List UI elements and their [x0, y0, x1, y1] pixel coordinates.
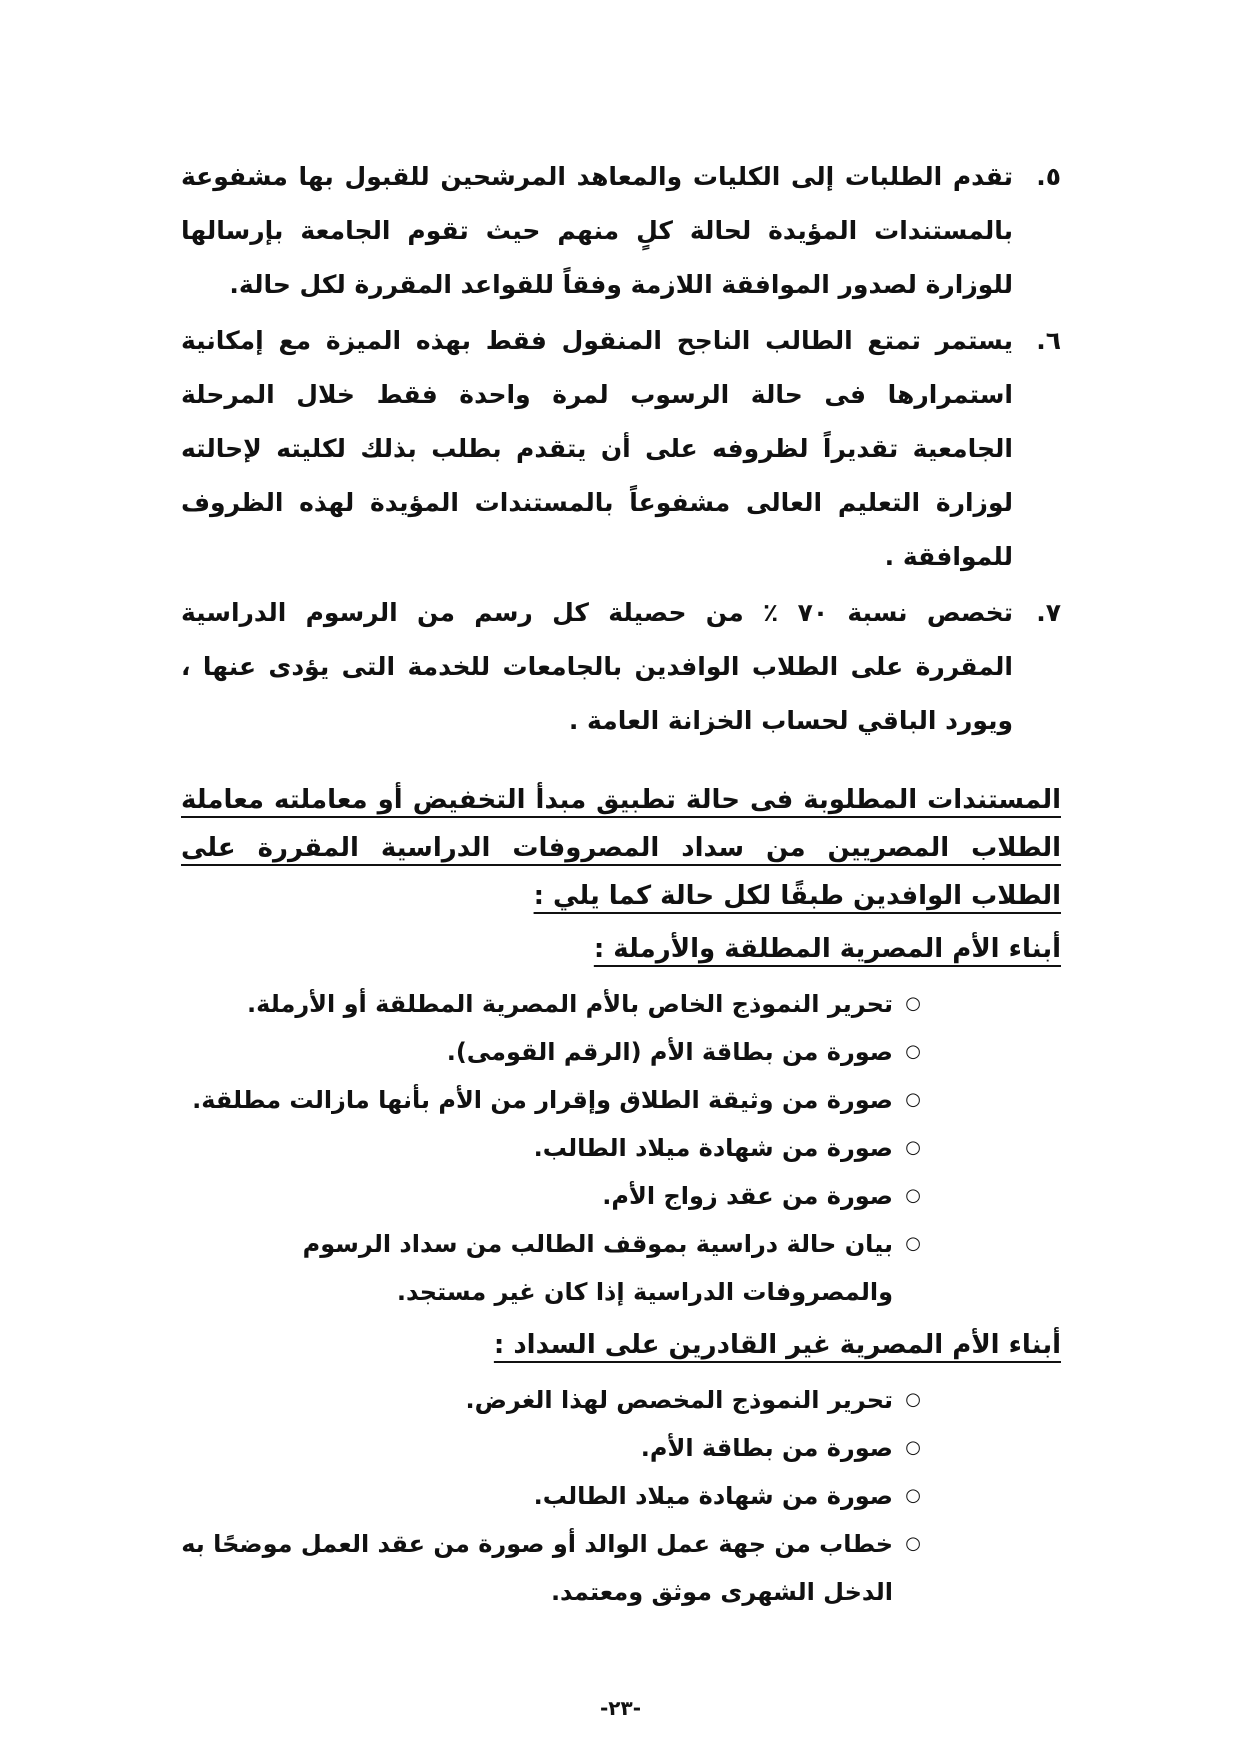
- list-item: [181, 1424, 1061, 1472]
- item-text: خطاب من جهة عمل الوالد أو صورة من عقد العمل موضحًا به الدخل الشهرى موثق ومعتمد.: [181, 1530, 893, 1606]
- list-item: [181, 1172, 1061, 1220]
- item-text: بيان حالة دراسية بموقف الطالب من سداد الرسوم والمصروفات الدراسية إذا كان غير مستجد.: [302, 1230, 893, 1306]
- list-item: [181, 980, 1061, 1028]
- bullet-circle-icon: ○: [905, 1137, 921, 1158]
- bullet-circle-icon: ○: [905, 1533, 921, 1554]
- bullet-circle-icon: ○: [905, 1185, 921, 1206]
- bullet-circle-icon: ○: [905, 1437, 921, 1458]
- item-text: تحرير النموذج المخصص لهذا الغرض.: [465, 1386, 893, 1414]
- list-item: [181, 1472, 1061, 1520]
- item-text: صورة من بطاقة الأم (الرقم القومى).: [446, 1038, 893, 1066]
- item-text: صورة من عقد زواج الأم.: [602, 1182, 893, 1210]
- item-number: ٥.: [1036, 162, 1061, 191]
- bullet-circle-icon: ○: [905, 1485, 921, 1506]
- section-title-text: المستندات المطلوبة فى حالة تطبيق مبدأ التخفيض أو معاملته معاملة الطلاب المصريين من سداد المصروفات الدراسية المقررة على الطلاب الوافدين طبقًا لكل حالة كما يلي :: [181, 785, 1061, 911]
- item-text: تخصص نسبة ٧٠ ٪ من حصيلة كل رسم من الرسوم الدراسية المقررة على الطلاب الوافدين بالجامعات للخدمة التى يؤدى عنها ، ويورد الباقي لحساب الخزانة العامة .: [181, 598, 1014, 735]
- bullet-circle-icon: ○: [905, 1233, 921, 1254]
- list-item: [181, 586, 1061, 748]
- bullet-circle-icon: ○: [905, 1389, 921, 1410]
- item-text: صورة من شهادة ميلاد الطالب.: [533, 1134, 893, 1162]
- group-title-divorced-widowed: [181, 924, 1061, 974]
- page-number: -٢٣-: [599, 1696, 642, 1720]
- list-item: [181, 1220, 1061, 1316]
- list-item: [181, 1076, 1061, 1124]
- item-text: تحرير النموذج الخاص بالأم المصرية المطلقة أو الأرملة.: [247, 990, 893, 1018]
- document-page: [181, 150, 1061, 1616]
- list-item: [181, 1028, 1061, 1076]
- group1-bullet-list: [181, 980, 1061, 1316]
- item-text: يستمر تمتع الطالب الناجح المنقول فقط بهذه الميزة مع إمكانية استمرارها فى حالة الرسوب لمرة واحدة فقط خلال المرحلة الجامعية تقديراً لظروفه على أن يتقدم بطلب بذلك لكليته لإحالته لوزارة التعليم العالى مشفوعاً بالمستندات المؤيدة لهذه الظروف للموافقة .: [181, 326, 1013, 571]
- item-text: صورة من وثيقة الطلاق وإقرار من الأم بأنها مازالت مطلقة.: [192, 1086, 893, 1114]
- item-number: ٦.: [1036, 326, 1061, 355]
- group-title-text: أبناء الأم المصرية المطلقة والأرملة :: [593, 934, 1061, 964]
- bullet-circle-icon: ○: [905, 1041, 921, 1062]
- section-title: [181, 776, 1061, 920]
- bullet-circle-icon: ○: [905, 993, 921, 1014]
- item-number: ٧.: [1036, 598, 1061, 627]
- item-text: صورة من بطاقة الأم.: [640, 1434, 893, 1462]
- list-item: [181, 1124, 1061, 1172]
- item-text: صورة من شهادة ميلاد الطالب.: [533, 1482, 893, 1510]
- item-text: تقدم الطلبات إلى الكليات والمعاهد المرشحين للقبول بها مشفوعة بالمستندات المؤيدة لحالة كلٍ منهم حيث تقوم الجامعة بإرسالها للوزارة لصدور الموافقة اللازمة وفقاً للقواعد المقررة لكل حالة.: [181, 162, 1013, 299]
- list-item: [181, 1520, 1061, 1616]
- list-item: [181, 314, 1061, 584]
- group-title-unable-to-pay: [181, 1320, 1061, 1370]
- group-title-text: أبناء الأم المصرية غير القادرين على السداد :: [493, 1330, 1061, 1360]
- list-item: [181, 1376, 1061, 1424]
- bullet-circle-icon: ○: [905, 1089, 921, 1110]
- list-item: [181, 150, 1061, 312]
- group2-bullet-list: [181, 1376, 1061, 1616]
- numbered-list: [181, 150, 1061, 748]
